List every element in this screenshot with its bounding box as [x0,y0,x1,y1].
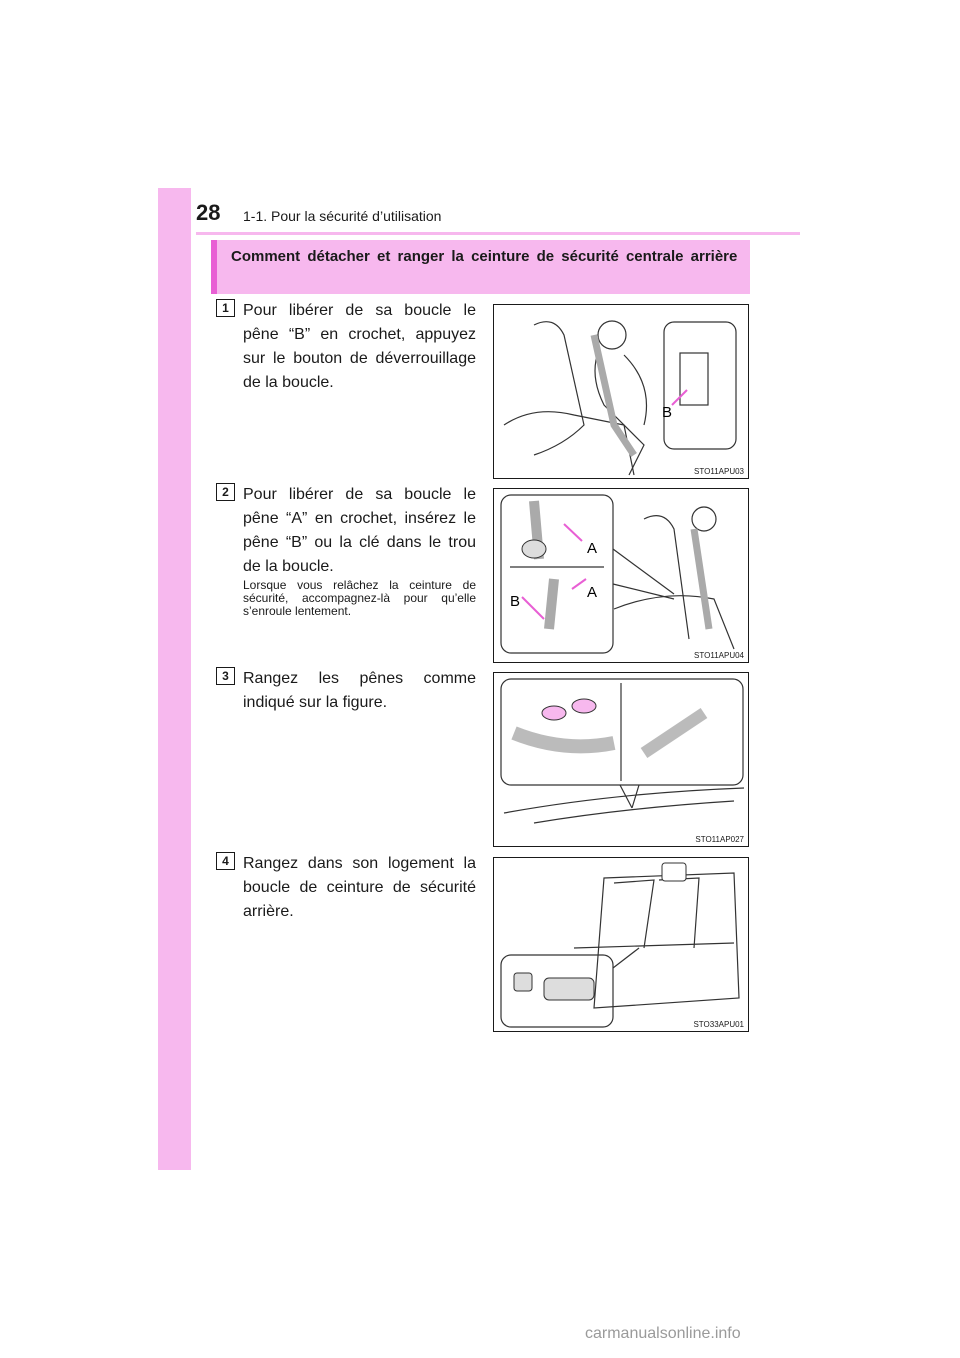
step-2-badge: 2 [216,483,235,501]
step-2-note: Lorsque vous relâchez la ceinture de sécurité, accompagnez-là pour qu’elle s’enroule lentement. [243,578,476,618]
step-3-text: Rangez les pênes comme indiqué sur la figure. [243,670,476,711]
step-2-figure [493,488,749,663]
tongue-storage-illustration [494,673,749,847]
header-rule [196,232,800,235]
figure-code: STO33APU01 [693,1020,744,1029]
label-b: B [662,404,673,421]
figure-code: STO11APU04 [694,651,744,660]
step-1-text: Pour libérer de sa boucle le pêne “B” en crochet, appuyez sur le bouton de déverrouillage de la boucle. [243,302,476,391]
step-3-figure [493,672,749,847]
step-1-figure [493,304,749,479]
step-4-figure [493,857,749,1032]
chapter-title: 1-1. Pour la sécurité d’utilisation [243,208,442,224]
watermark: carmanualsonline.info [585,1325,741,1342]
step-4-text: Rangez dans son logement la boucle de ceinture de sécurité arrière. [243,855,476,920]
step-4-badge: 4 [216,852,235,870]
seat-belt-unlatch-illustration [494,305,749,479]
step-2-text: Pour libérer de sa boucle le pêne “A” en crochet, insérez le pêne “B” ou la clé dans le trou de la boucle. [243,486,476,575]
label-a-top: A [587,540,598,557]
section-title: Comment détacher et ranger la ceinture de sécurité centrale arrière [231,248,738,265]
chapter-tab-bar [158,188,191,1170]
step-3-badge: 3 [216,667,235,685]
figure-code: STO11AP027 [695,835,744,844]
step-1-badge: 1 [216,299,235,317]
figure-code: STO11APU03 [694,467,744,476]
buckle-storage-illustration [494,858,749,1032]
page-number: 28 [196,200,221,225]
section-header [211,240,750,294]
label-b: B [510,593,521,610]
seat-belt-release-illustration [494,489,749,663]
label-a-bottom: A [587,584,598,601]
